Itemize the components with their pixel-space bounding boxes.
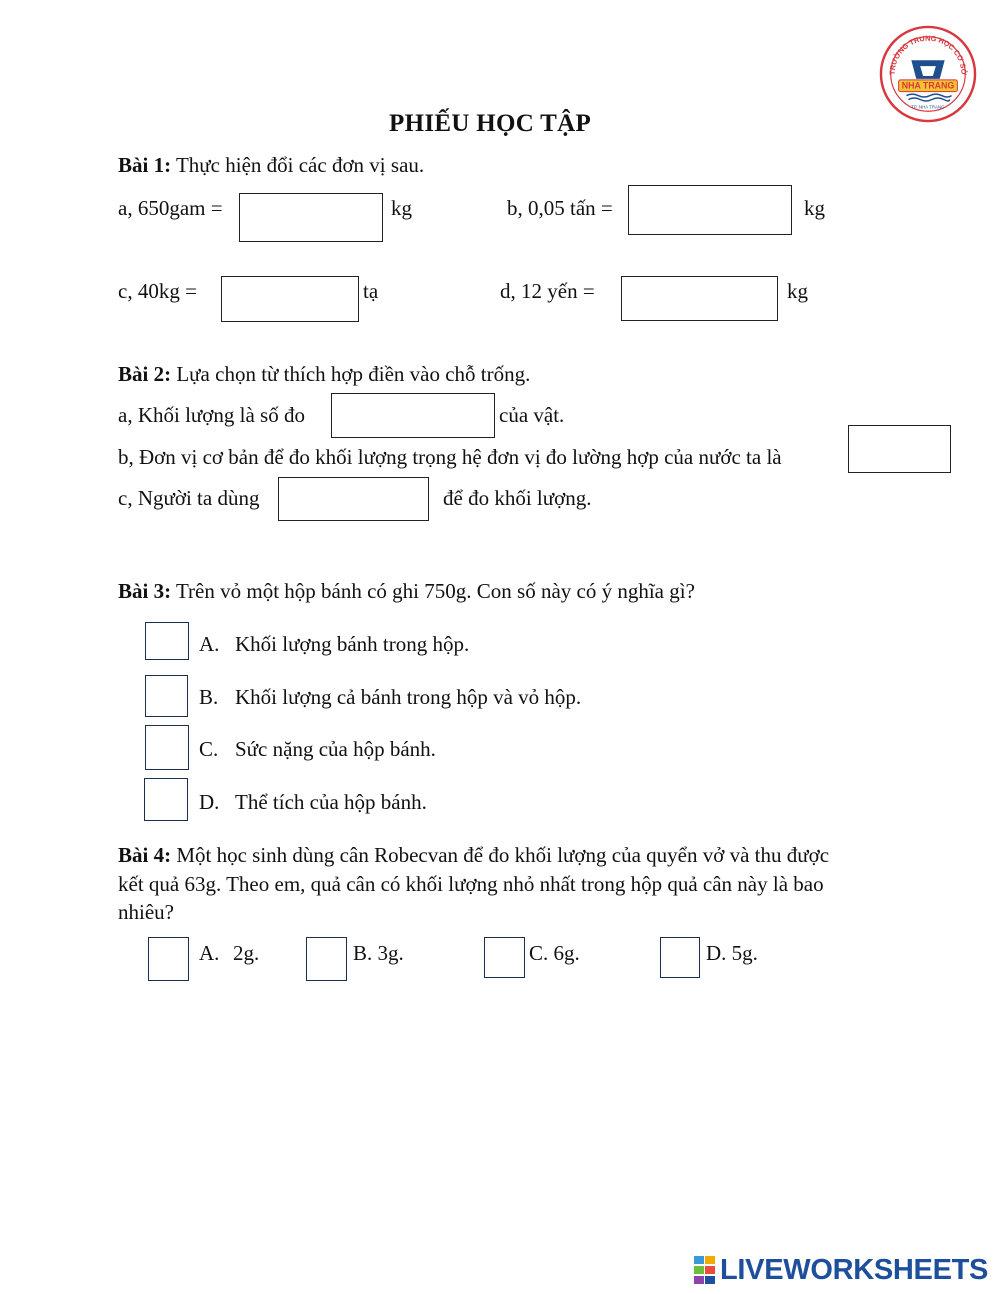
school-logo <box>879 25 977 123</box>
bai3-option-b-text: Khối lượng cả bánh trong hộp và vỏ hộp. <box>235 685 582 709</box>
bai1-d-prefix: d, 12 yến = <box>500 279 595 303</box>
bai3-option-c-checkbox[interactable] <box>145 725 189 770</box>
bai4-line1-text: Một học sinh dùng cân Robecvan để đo khối lượng của quyển vở và thu được <box>176 843 830 867</box>
bai1-a-prefix: a, 650gam = <box>118 196 223 220</box>
bai1-c-answer-box[interactable] <box>221 276 359 322</box>
liveworksheets-logo-icon <box>694 1256 716 1284</box>
bai3-option-c-letter: C. <box>199 737 219 761</box>
bai2-label: Bài 2: <box>118 362 172 386</box>
bai3-text: Trên vỏ một hộp bánh có ghi 750g. Con số này có ý nghĩa gì? <box>175 579 695 603</box>
bai1-b-unit: kg <box>804 196 825 220</box>
page-title: PHIẾU HỌC TẬP <box>389 110 592 137</box>
bai2-b-answer-box[interactable] <box>848 425 951 473</box>
bai4-line-2: kết quả 63g. Theo em, quả cân có khối lượng nhỏ nhất trong hộp quả cân này là bao <box>118 872 824 896</box>
bai2-text: Lựa chọn từ thích hợp điền vào chỗ trống. <box>176 362 531 386</box>
bai1-a-unit: kg <box>391 196 412 220</box>
bai1-c-unit: tạ <box>363 279 379 303</box>
bai4-option-b-checkbox[interactable] <box>306 937 347 981</box>
liveworksheets-brand <box>694 1254 988 1286</box>
bai3-option-d-text: Thể tích của hộp bánh. <box>235 790 427 814</box>
bai4-option-b-text: B. 3g. <box>353 941 404 965</box>
bai4-option-c-checkbox[interactable] <box>484 937 525 978</box>
bai4-option-a-checkbox[interactable] <box>148 937 189 981</box>
bai2-b-text: b, Đơn vị cơ bản để đo khối lượng trọng hệ đơn vị đo lường hợp của nước ta là <box>118 445 782 469</box>
bai1-d-unit: kg <box>787 279 808 303</box>
bai4-option-c-text: C. 6g. <box>529 941 580 965</box>
bai3-option-d-letter: D. <box>199 790 220 814</box>
bai4-line-3: nhiêu? <box>118 900 174 924</box>
logo-sub: TP. NHA TRANG <box>911 104 945 110</box>
bai3-option-a-checkbox[interactable] <box>145 622 189 660</box>
bai1-b-prefix: b, 0,05 tấn = <box>507 196 613 220</box>
bai3-option-b-checkbox[interactable] <box>145 675 188 717</box>
bai3-heading <box>118 581 695 602</box>
bai4-label: Bài 4: <box>118 843 172 867</box>
bai3-option-a-text: Khối lượng bánh trong hộp. <box>235 632 470 656</box>
bai2-c-suffix: để đo khối lượng. <box>443 486 592 510</box>
bai1-d-answer-box[interactable] <box>621 276 778 321</box>
logo-arc-text: TRƯỜNG TRUNG HỌC CƠ SỞ <box>887 33 969 76</box>
liveworksheets-wordmark: LIVEWORKSHEETS <box>720 1253 989 1286</box>
bai4-option-a-text: 2g. <box>233 941 260 965</box>
bai1-text: Thực hiện đổi các đơn vị sau. <box>175 153 425 177</box>
logo-name: NHA TRANG <box>901 80 955 91</box>
bai1-a-answer-box[interactable] <box>239 193 383 242</box>
bai3-option-d-checkbox[interactable] <box>144 778 188 821</box>
bai1-b-answer-box[interactable] <box>628 185 792 235</box>
bai2-a-suffix: của vật. <box>499 403 565 427</box>
bai1-c-prefix: c, 40kg = <box>118 279 197 303</box>
bai2-c-answer-box[interactable] <box>278 477 429 521</box>
bai2-heading <box>118 364 530 385</box>
bai1-label: Bài 1: <box>118 153 172 177</box>
bai1-heading <box>118 155 424 176</box>
bai4-option-d-checkbox[interactable] <box>660 937 700 978</box>
bai4-line-1 <box>118 845 829 866</box>
bai4-option-d-text: D. 5g. <box>706 941 758 965</box>
bai4-option-a-letter: A. <box>199 941 220 965</box>
bai2-a-prefix: a, Khối lượng là số đo <box>118 403 305 427</box>
bai2-a-answer-box[interactable] <box>331 393 495 438</box>
bai2-c-prefix: c, Người ta dùng <box>118 486 260 510</box>
bai3-option-c-text: Sức nặng của hộp bánh. <box>235 737 436 761</box>
bai3-option-a-letter: A. <box>199 632 220 656</box>
bai3-option-b-letter: B. <box>199 685 219 709</box>
bai3-label: Bài 3: <box>118 579 172 603</box>
